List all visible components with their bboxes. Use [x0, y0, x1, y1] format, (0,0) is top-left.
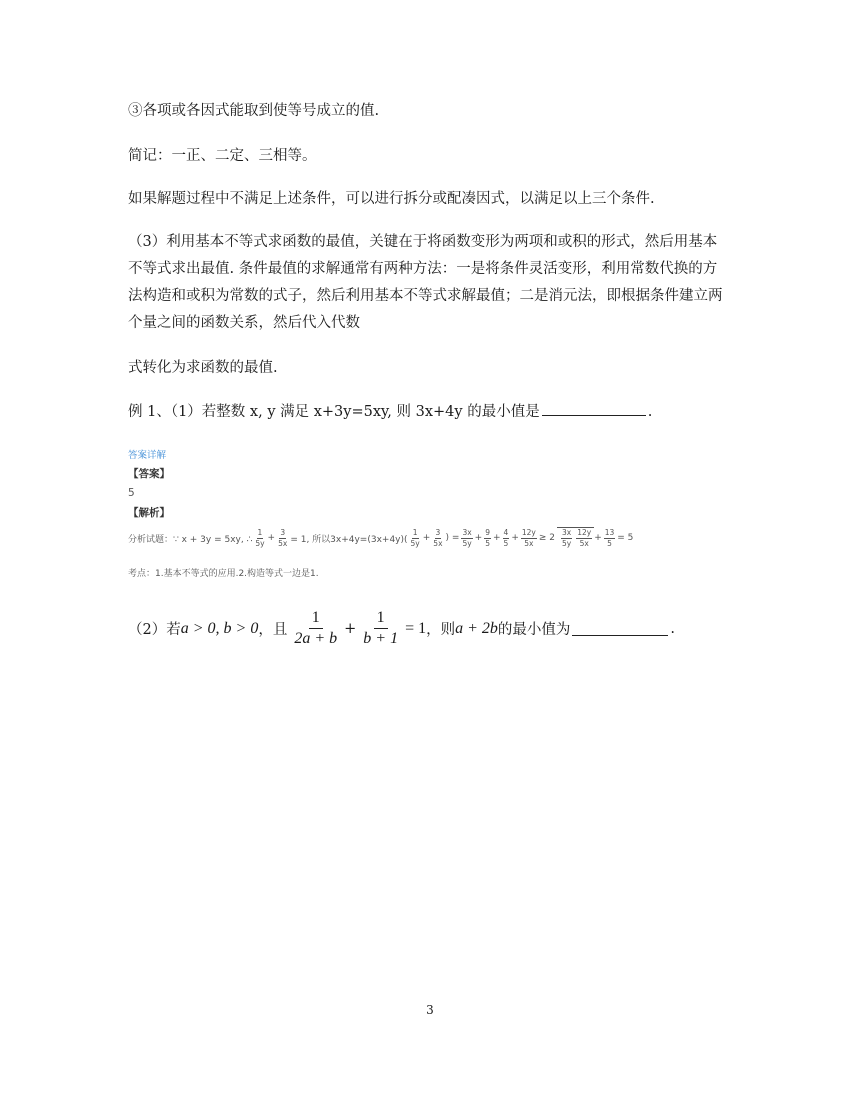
fraction-3-5x-b: $\frac{3}{5x}$ — [433, 527, 443, 548]
example-1-question — [128, 401, 652, 422]
fraction-13-5: $\frac{13}{5}$ — [604, 527, 615, 548]
paragraph-method-line-2: 不等式求出最值. 条件最值的求解通常有两种方法：一是将条件灵活变形，利用常数代换的方 — [128, 261, 718, 277]
analysis-prefix: 分析试题：∵ x + 3y = 5xy, ∴ — [128, 534, 253, 545]
q2-eq: = 1 — [405, 619, 427, 637]
q2-suffix: 的最小值为 — [497, 622, 571, 638]
paragraph-summary: 简记：一正、二定、三相等。 — [128, 148, 317, 164]
fraction-3x-5y-root: $\frac{3x}{5y}$ — [561, 528, 572, 548]
kaodian-line: 考点：1.基本不等式的应用.2.构造等式一边是1. — [128, 569, 319, 579]
answer-label: 【答案】 — [128, 468, 170, 480]
analysis-label: 【解析】 — [128, 507, 170, 519]
paragraph-method-line-1: （3）利用基本不等式求函数的最值，关键在于将函数变形为两项和或积的形式，然后用基本 — [128, 234, 718, 250]
paragraph-method-line-3: 法构造和或积为常数的式子，然后利用基本不等式求解最值；二是消元法，即根据条件建立两 — [128, 288, 723, 304]
analysis-eq2: ) = — [445, 533, 460, 543]
q2-frac1-num: 1 — [309, 608, 323, 629]
paragraph-condition-3: ③各项或各因式能取到使等号成立的值. — [128, 103, 380, 119]
page-number: 3 — [426, 1003, 434, 1017]
q2-end: . — [670, 620, 676, 637]
q2-frac2-den: b + 1 — [363, 630, 399, 647]
fraction-1-5y-b: $\frac{1}{5y}$ — [410, 527, 420, 548]
example-1-question-2 — [128, 608, 675, 649]
answer-detail-title: 答案详解 — [128, 450, 167, 461]
fraction-1-5y: $\frac{1}{5y}$ — [255, 527, 265, 548]
fraction-3-5x: $\frac{3}{5x}$ — [278, 527, 288, 548]
fraction-12y-5x: $\frac{12y}{5x}$ — [521, 527, 536, 548]
analysis-formula: 分析试题：∵ x + 3y = 5xy, ∴ $\frac{1}{5y}$ + $\frac{3}{5x}$ = 1, 所以3x+4y=(3x+4y)( $\frac{1}{5y}$ + $\frac{3}{5x}$ ) = $\frac{3x}{5y}$ + $\frac{9}{5}$ + $\frac{4}{5}$ + $\frac{12y}{5x}$ ≥ 2 $\frac{3x}{5y}$ $\frac{12y}{5x}$ + $\frac{13}{5}$ = 5 — [128, 527, 634, 548]
analysis-end: = 5 — [617, 533, 634, 543]
q2-fraction-1 — [291, 608, 340, 649]
analysis-eq1: = 1, 所以3x+4y=(3x+4y)( — [290, 534, 408, 545]
q2-mid: ，且 — [258, 622, 288, 638]
sqrt-icon — [557, 527, 594, 549]
paragraph-note: 如果解题过程中不满足上述条件，可以进行拆分或配凑因式，以满足以上三个条件. — [128, 191, 655, 207]
example-1-period: . — [647, 404, 653, 420]
answer-blank-1 — [542, 401, 646, 416]
fraction-3x-5y: $\frac{3x}{5y}$ — [462, 527, 472, 548]
q2-frac1-den: 2a + b — [294, 630, 338, 647]
answer-blank-2 — [572, 621, 668, 636]
fraction-12y-5x-root: $\frac{12y}{5x}$ — [577, 528, 592, 548]
paragraph-method-end: 式转化为求函数的最值. — [128, 360, 278, 376]
q2-prefix: （2）若 — [128, 622, 181, 638]
fraction-9-5: $\frac{9}{5}$ — [485, 527, 490, 548]
paragraph-method-line-4: 个量之间的函数关系，然后代入代数 — [128, 315, 360, 331]
q2-then: ，则 — [426, 622, 456, 638]
q2-plus: + — [344, 620, 357, 637]
q2-frac2-num: 1 — [374, 608, 388, 629]
answer-value: 5 — [128, 487, 135, 499]
example-1-text: 例 1、（1）若整数 x, y 满足 x+3y=5xy, 则 3x+4y 的最小值是 — [128, 404, 540, 420]
fraction-4-5: $\frac{4}{5}$ — [503, 527, 509, 548]
q2-fraction-2 — [360, 608, 401, 649]
q2-condition: a > 0, b > 0 — [180, 619, 259, 637]
q2-target: a + 2b — [455, 619, 498, 637]
analysis-sum: ≥ 2 — [538, 533, 555, 543]
